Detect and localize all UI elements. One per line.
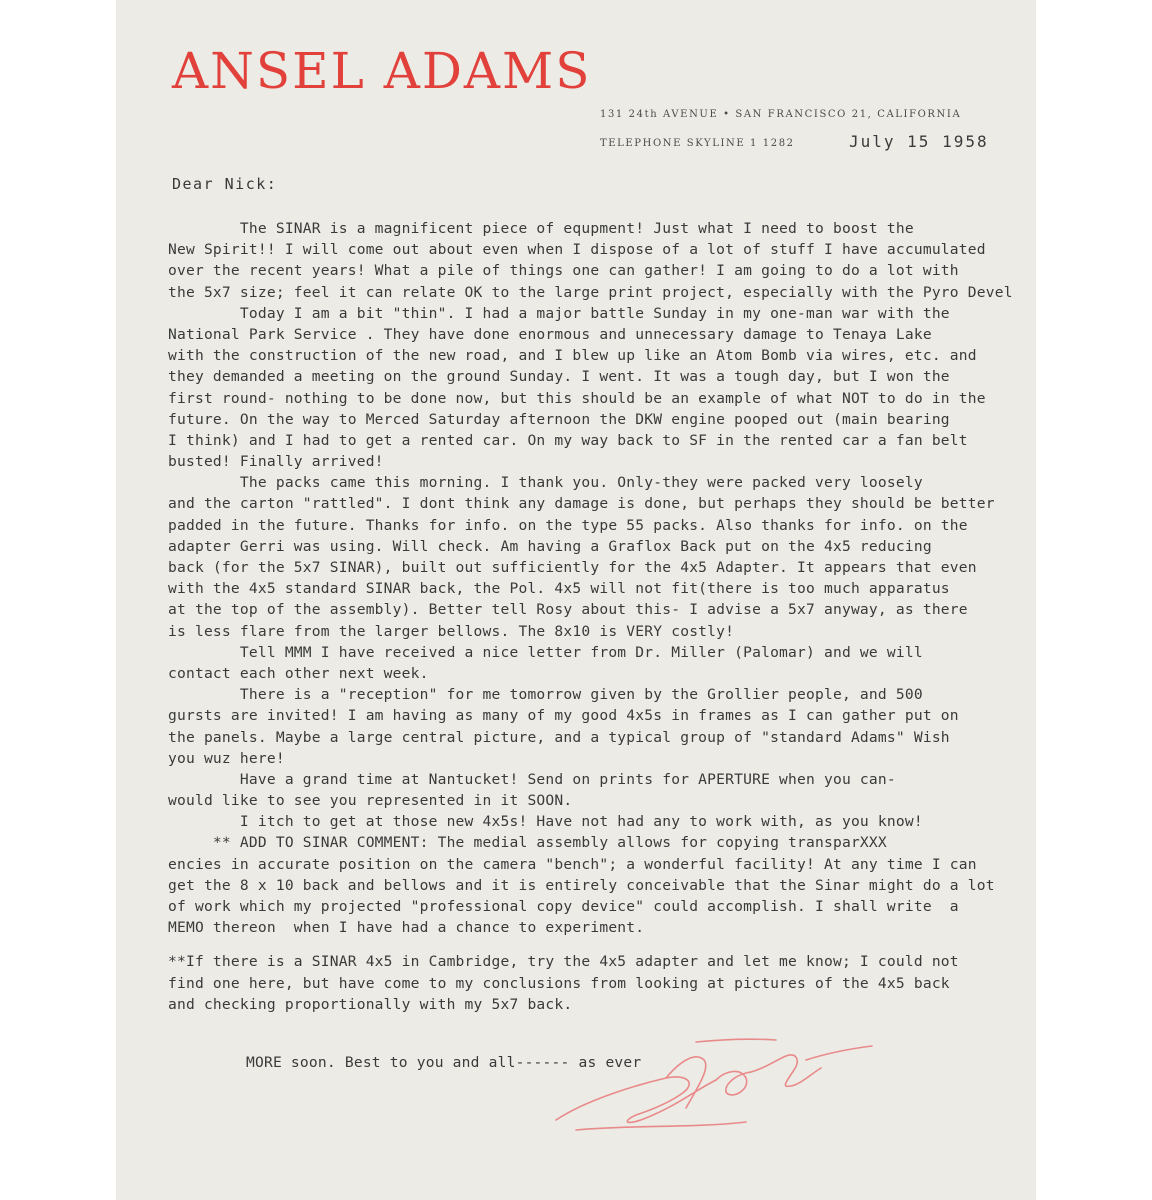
letter-line: you wuz here! [168,749,285,767]
letter-line: The SINAR is a magnificent piece of equpment! Just what I need to boost the [168,220,914,237]
letter-line: with the construction of the new road, and I blew up like an Atom Bomb via wires, etc. and [168,347,977,365]
letterhead-telephone: TELEPHONE SKYLINE 1 1282 [600,138,795,149]
letter-line [168,938,1036,951]
letter-body [168,218,1036,1015]
letter-line: encies in accurate position on the camera "bench"; a wonderful facility! At any time I can [168,855,977,873]
letter-line: with the 4x5 standard SINAR back, the Pol. 4x5 will not fit(there is too much apparatus [168,580,950,598]
letter-line: would like to see you represented in it SOON. [168,792,573,810]
letter-line: I think) and I had to get a rented car. On my way back to SF in the rented car a fan belt [168,431,968,449]
letter-line: padded in the future. Thanks for info. on the type 55 packs. Also thanks for info. on the [168,516,968,534]
letter-line: National Park Service . They have done enormous and unnecessary damage to Tenaya Lake [168,325,932,343]
letter-line: first round- nothing to be done now, but this should be an example of what NOT to do in the [168,389,986,407]
letter-line: ** ADD TO SINAR COMMENT: The medial assembly allows for copying transparXXX [168,834,887,852]
letter-line: over the recent years! What a pile of things one can gather! I am going to do a lot with [168,262,959,280]
letter-line: Have a grand time at Nantucket! Send on prints for APERTURE when you can- [168,770,896,788]
salutation: Dear Nick: [172,175,278,193]
letter-line: the panels. Maybe a large central picture, and a typical group of "standard Adams" Wish [168,728,950,746]
letterhead-address: 131 24th AVENUE • SAN FRANCISCO 21, CALIFORNIA [600,109,962,120]
letter-date: July 15 1958 [849,132,989,151]
closing-line: MORE soon. Best to you and all------ as ever [246,1054,642,1071]
letter-line: they demanded a meeting on the ground Sunday. I went. It was a tough day, but I won the [168,368,950,386]
letter-line: get the 8 x 10 back and bellows and it is entirely conceivable that the Sinar might do a lot [168,876,995,894]
letter-line: **If there is a SINAR 4x5 in Cambridge, try the 4x5 adapter and let me know; I could not [168,953,959,971]
letter-line: future. On the way to Merced Saturday afternoon the DKW engine pooped out (main bearing [168,410,950,428]
letter-line: Today I am a bit "thin". I had a major battle Sunday in my one-man war with the [168,304,950,322]
letter-line: There is a "reception" for me tomorrow given by the Grollier people, and 500 [168,686,923,704]
letter-line: New Spirit!! I will come out about even when I dispose of a lot of stuff I have accumulated [168,241,986,259]
letter-line: busted! Finally arrived! [168,453,384,471]
letter-line: is less flare from the larger bellows. The 8x10 is VERY costly! [168,622,735,640]
letter-line: find one here, but have come to my conclusions from looking at pictures of the 4x5 back [168,974,950,992]
letter-line: of work which my projected "professional copy device" could accomplish. I shall write a [168,898,959,915]
letter-line: adapter Gerri was using. Will check. Am having a Graflox Back put on the 4x5 reducing [168,537,932,555]
signature [546,1030,876,1140]
letter-line: MEMO thereon when I have had a chance to experiment. [168,919,645,937]
letter-line: back (for the 5x7 SINAR), built out sufficiently for the 4x5 Adapter. It appears that even [168,559,977,576]
letter-line: the 5x7 size; feel it can relate OK to the large print project, especially with the Pyro Devel [168,283,1013,301]
letter-page [116,0,1036,1200]
letter-line: Tell MMM I have received a nice letter from Dr. Miller (Palomar) and we will [168,643,923,661]
letter-line: at the top of the assembly). Better tell Rosy about this- I advise a 5x7 anyway, as there [168,601,968,619]
letter-line: and the carton "rattled". I dont think any damage is done, but perhaps they should be better [168,495,995,513]
letter-line: The packs came this morning. I thank you. Only-they were packed very loosely [168,474,923,492]
letter-line: contact each other next week. [168,664,429,682]
letter-line: I itch to get at those new 4x5s! Have not had any to work with, as you know! [168,813,923,831]
letterhead-name: ANSEL ADAMS [172,42,592,100]
letter-line: and checking proportionally with my 5x7 back. [168,995,573,1013]
letter-line: gursts are invited! I am having as many of my good 4x5s in frames as I can gather put on [168,707,959,725]
